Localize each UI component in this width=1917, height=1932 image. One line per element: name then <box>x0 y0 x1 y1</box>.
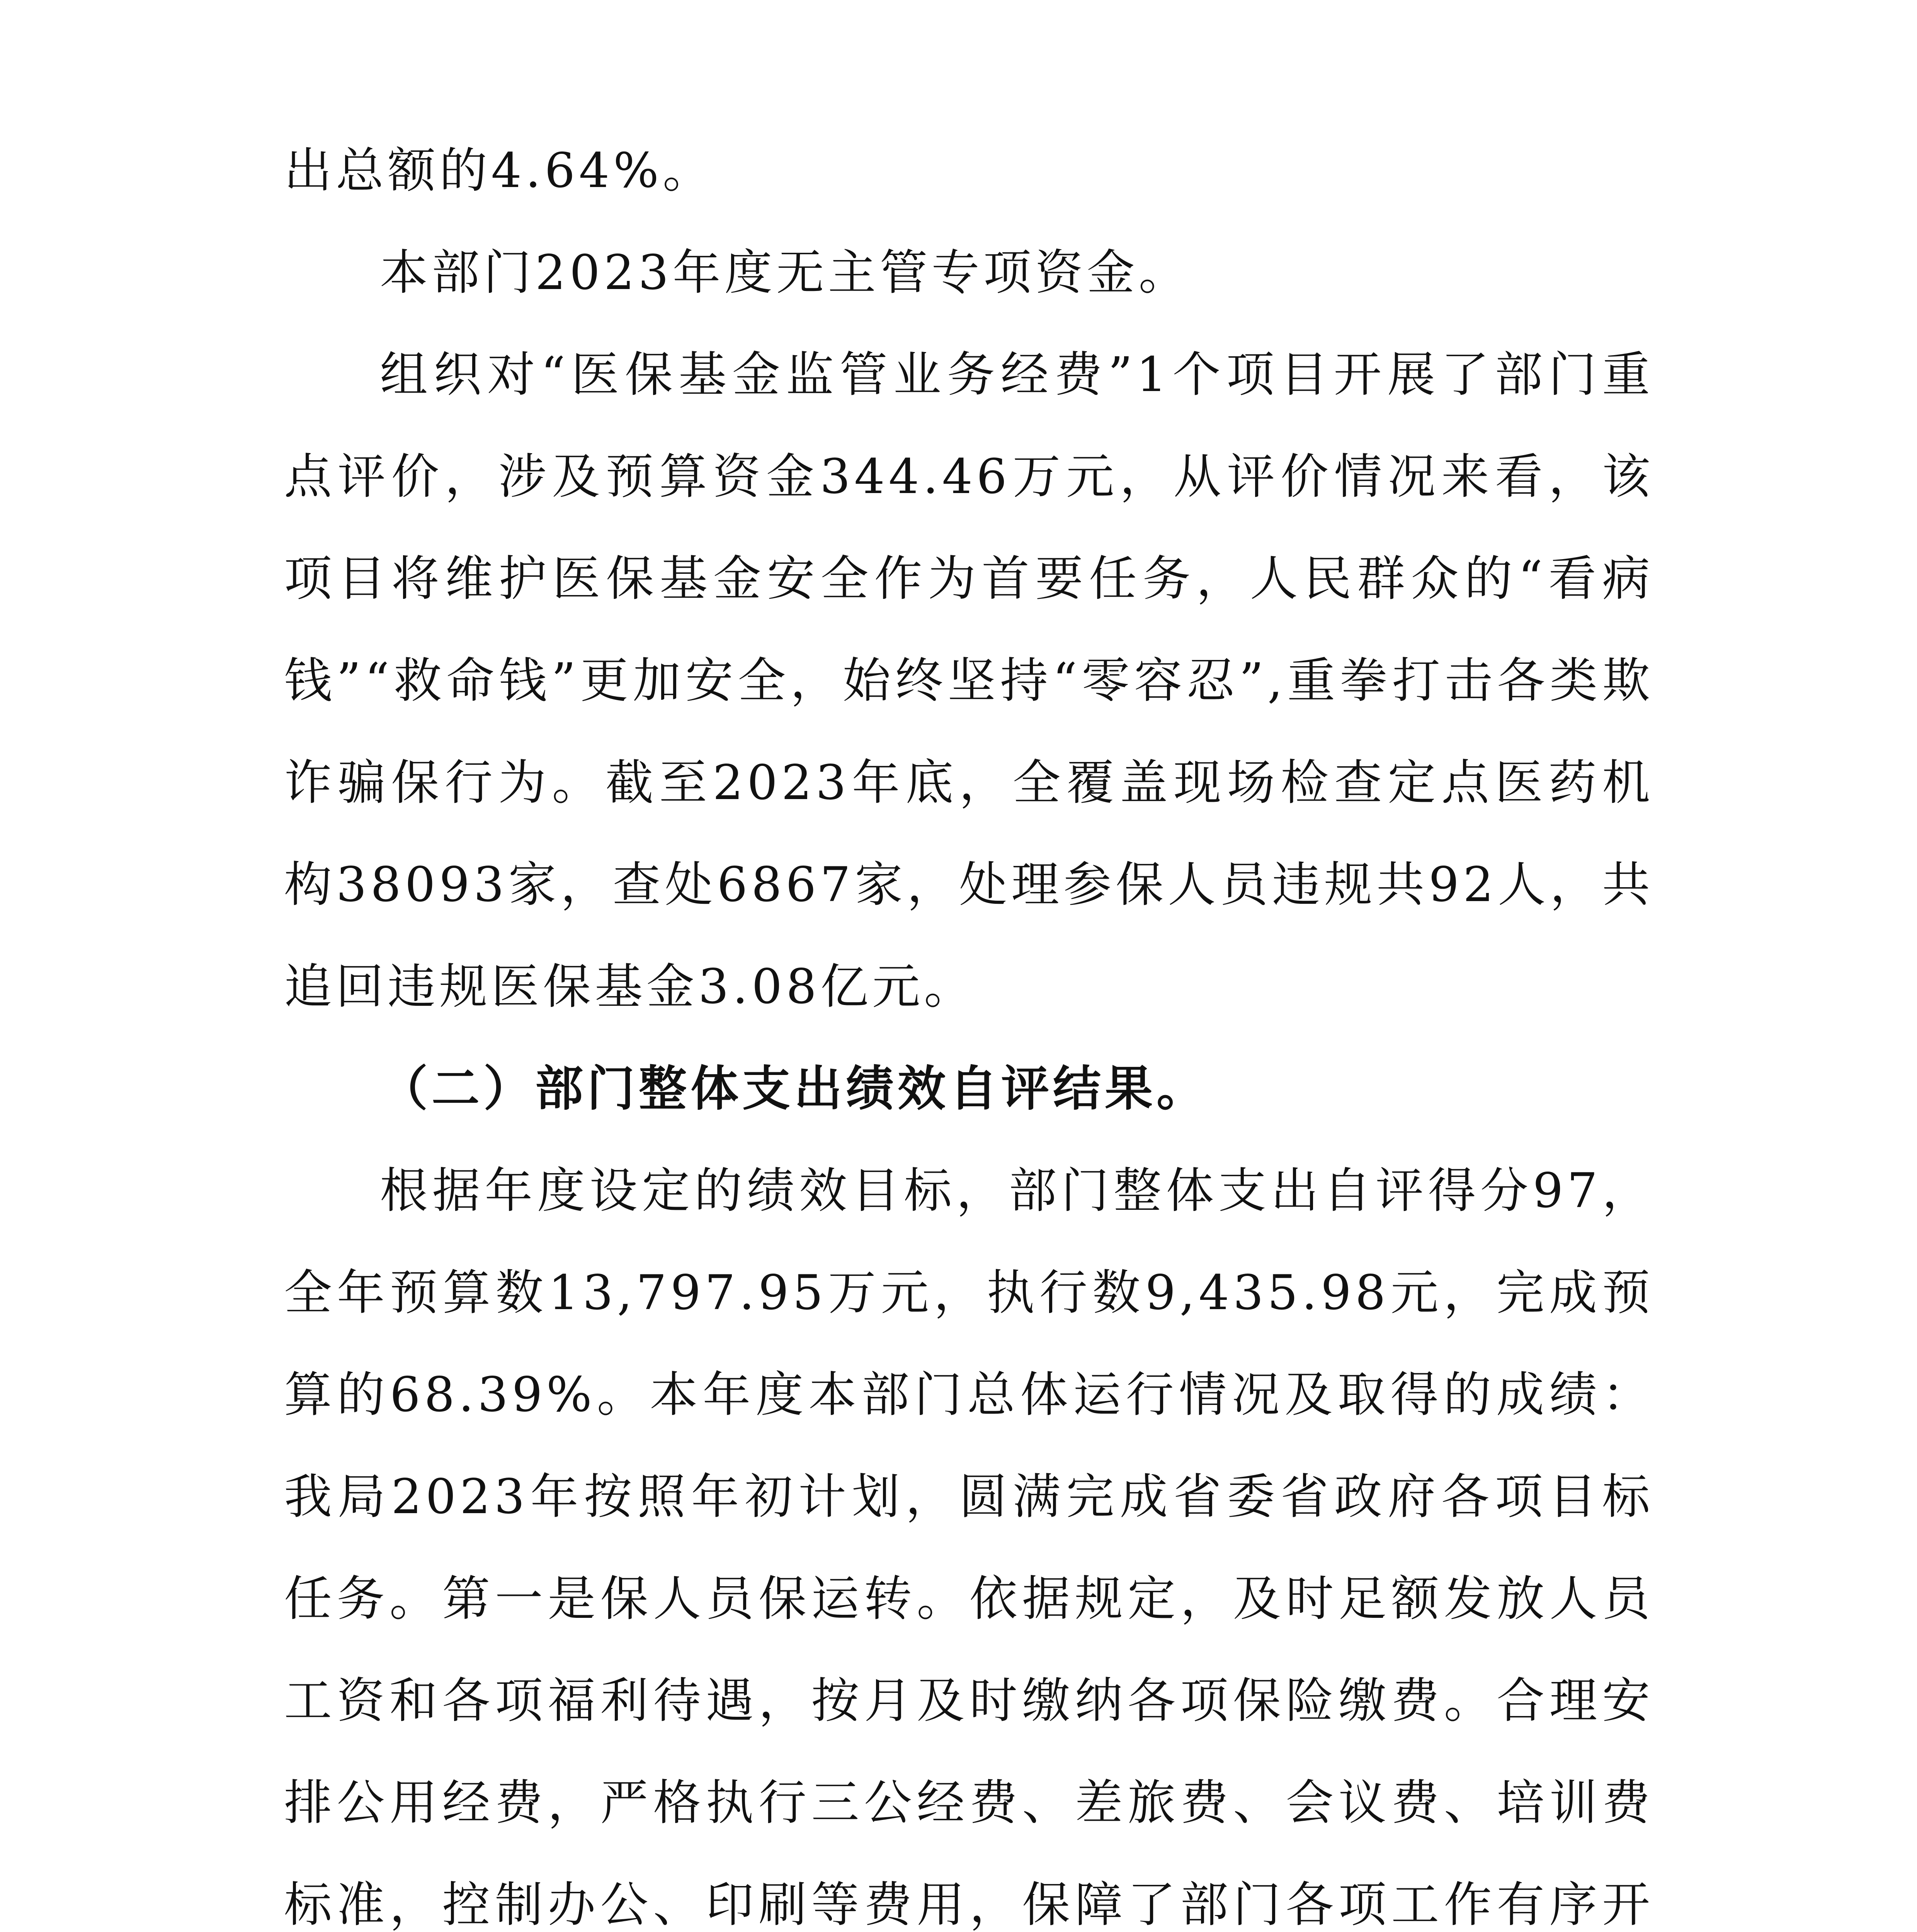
body-text <box>284 120 1654 1932</box>
paragraph-continuation: 出总额的4.64%。 <box>284 143 714 199</box>
section-heading: （二）部门整体支出绩效自评结果。 <box>380 1061 1209 1117</box>
paragraph-project-evaluation: 组织对“医保基金监管业务经费”1个项目开展了部门重点评价，涉及预算资金344.46万元，从评价情况来看，该项目将维护医保基金安全作为首要任务，人民群众的“看病钱”“救命钱”更加安全，始终坚持“零容忍”,重拳打击各类欺诈骗保行为。截至2023年底，全覆盖现场检查定点医药机构38093家，查处6867家，处理参保人员违规共92人，共追回违规医保基金3.08亿元。 <box>284 347 1654 1015</box>
paragraph-self-evaluation: 根据年度设定的绩效目标，部门整体支出自评得分97，全年预算数13,797.95万元，执行数9,435.98元，完成预算的68.39%。本年度本部门总体运行情况及取得的成绩：我局2023年按照年初计划，圆满完成省委省政府各项目标任务。第一是保人员保运转。依据规定，及时足额发放人员工资和各项福利待遇，按月及时缴纳各项保险缴费。合理安排公用经费，严格执行三公经费、差旅费、会议费、培训费标准，控制办公、印刷等费用，保障了部门各项工作有序开 <box>284 1163 1654 1932</box>
paragraph-no-special-funds: 本部门2023年度无主管专项资金。 <box>380 245 1191 301</box>
